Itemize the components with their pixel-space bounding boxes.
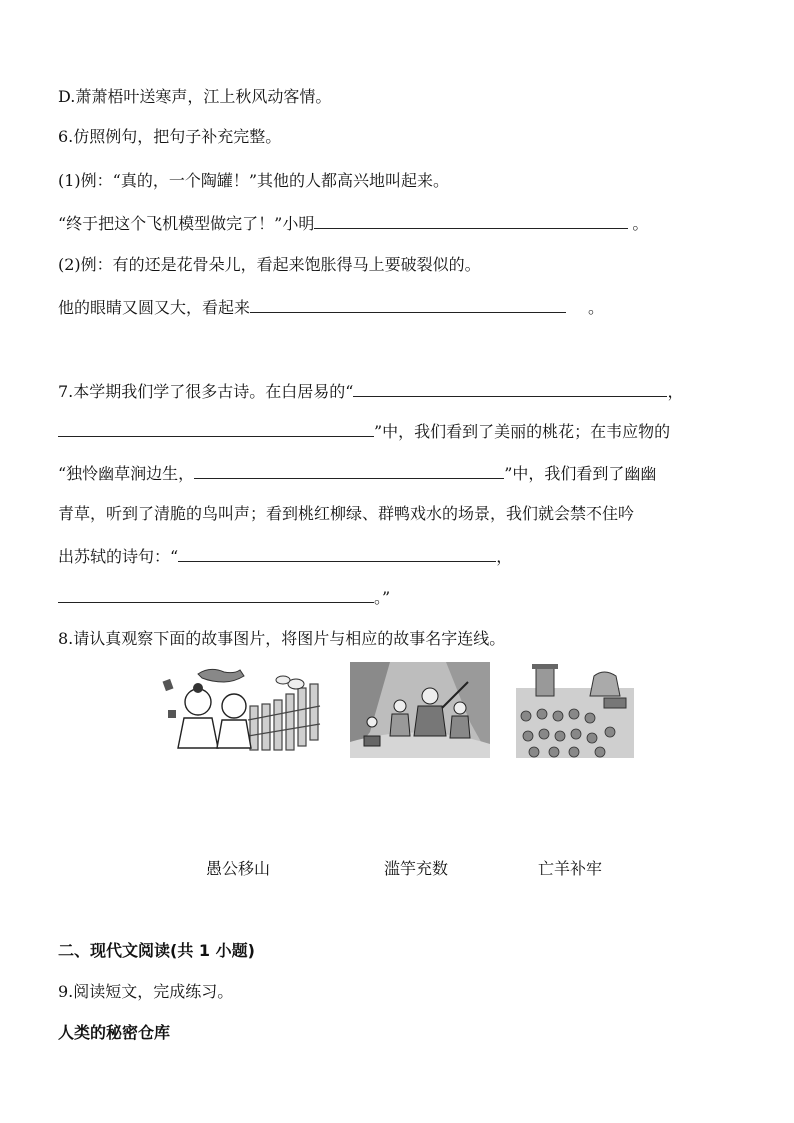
q7-text: “独怜幽草涧边生，	[58, 464, 195, 483]
question-6: 6.仿照例句，把句子补充完整。	[58, 127, 282, 146]
period: 。	[588, 298, 605, 317]
story-picture-1	[158, 662, 328, 758]
question-9: 9.阅读短文，完成练习。	[58, 982, 234, 1001]
q7-text: ”中，我们看到了美丽的桃花；在韦应物的	[374, 422, 671, 441]
story-name-wangyang: 亡羊补牢	[538, 859, 603, 878]
period: 。	[632, 214, 649, 233]
answer-blank[interactable]	[58, 586, 374, 603]
question-7-line-2	[58, 420, 670, 443]
q7-text: 7.本学期我们学了很多古诗。在白居易的“	[58, 382, 354, 401]
q7-text: 。”	[374, 588, 391, 607]
answer-blank[interactable]	[178, 545, 496, 562]
q6-example-2: (2)例：有的还是花骨朵儿，看起来饱胀得马上要破裂似的。	[58, 255, 481, 274]
q7-text: 出苏轼的诗句：“	[58, 547, 179, 566]
question-7-line-5	[58, 545, 512, 568]
answer-blank[interactable]	[58, 420, 374, 437]
question-7-line-1	[58, 380, 683, 403]
story-picture-3	[514, 662, 636, 758]
question-8: 8.请认真观察下面的故事图片，将图片与相应的故事名字连线。	[58, 629, 506, 648]
question-7-line-4: 青草，听到了清脆的鸟叫声；看到桃红柳绿、群鸭戏水的场景，我们就会禁不住吟	[58, 504, 635, 523]
q6-item-2	[58, 296, 604, 319]
answer-blank[interactable]	[353, 380, 667, 397]
q6-item-1	[58, 212, 648, 235]
q7-text: ”中，我们看到了幽幽	[504, 464, 657, 483]
section-heading: 二、现代文阅读(共 1 小题)	[58, 941, 255, 960]
comma: ，	[496, 547, 513, 566]
question-7-line-3	[58, 462, 656, 485]
question-7-line-6	[58, 586, 390, 609]
q6-item-1-text: “终于把这个飞机模型做完了！”小明	[58, 214, 315, 233]
answer-blank[interactable]	[194, 462, 504, 479]
q6-item-2-text: 他的眼睛又圆又大，看起来	[58, 298, 251, 317]
comma: ，	[667, 382, 684, 401]
answer-blank[interactable]	[314, 212, 628, 229]
q6-example-1: (1)例：“真的，一个陶罐！”其他的人都高兴地叫起来。	[58, 171, 450, 190]
passage-title: 人类的秘密仓库	[58, 1023, 171, 1042]
story-name-lanyu: 滥竽充数	[384, 859, 449, 878]
story-name-yugong: 愚公移山	[206, 859, 271, 878]
option-d: D.萧萧梧叶送寒声，江上秋风动客情。	[58, 87, 332, 106]
story-picture-2	[350, 662, 490, 758]
answer-blank[interactable]	[250, 296, 566, 313]
